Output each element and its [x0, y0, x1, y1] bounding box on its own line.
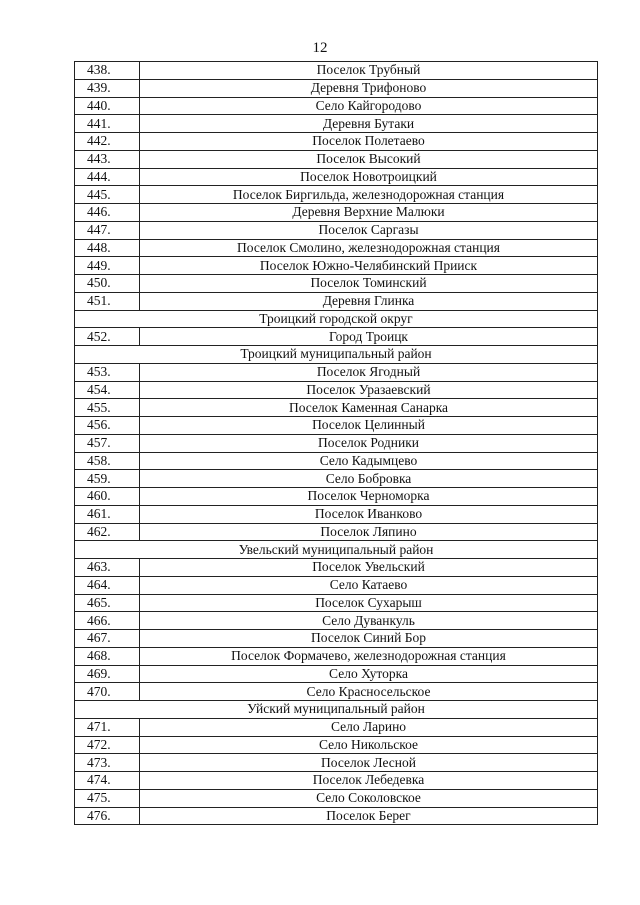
row-number: 469. [75, 665, 140, 683]
settlement-name: Поселок Новотроицкий [140, 168, 598, 186]
settlement-name: Деревня Глинка [140, 292, 598, 310]
row-number: 451. [75, 292, 140, 310]
settlement-name: Поселок Увельский [140, 559, 598, 577]
table-row [75, 789, 598, 807]
settlement-name: Село Кадымцево [140, 452, 598, 470]
table-row [75, 736, 598, 754]
page-number: 12 [312, 40, 328, 56]
table-row [75, 239, 598, 257]
settlement-name: Поселок Синий Бор [140, 630, 598, 648]
row-number: 458. [75, 452, 140, 470]
settlement-name: Село Кайгородово [140, 97, 598, 115]
section-row [75, 541, 598, 559]
table-row [75, 576, 598, 594]
settlement-name: Поселок Формачево, железнодорожная станция [140, 647, 598, 665]
settlement-name: Поселок Высокий [140, 150, 598, 168]
table-row [75, 559, 598, 577]
row-number: 450. [75, 275, 140, 293]
table-row [75, 665, 598, 683]
table-row [75, 647, 598, 665]
table-body [75, 62, 598, 825]
table-row [75, 807, 598, 825]
section-heading: Троицкий городской округ [75, 310, 598, 328]
settlement-name: Село Соколовское [140, 789, 598, 807]
settlement-name: Поселок Иванково [140, 505, 598, 523]
settlement-name: Село Бобровка [140, 470, 598, 488]
settlement-name: Село Дуванкуль [140, 612, 598, 630]
row-number: 474. [75, 772, 140, 790]
table-row [75, 62, 598, 80]
row-number: 454. [75, 381, 140, 399]
settlement-name: Поселок Родники [140, 434, 598, 452]
settlement-name: Село Никольское [140, 736, 598, 754]
table-row [75, 399, 598, 417]
settlement-name: Деревня Верхние Малюки [140, 204, 598, 222]
row-number: 444. [75, 168, 140, 186]
table-row [75, 683, 598, 701]
row-number: 456. [75, 417, 140, 435]
row-number: 468. [75, 647, 140, 665]
section-heading: Уйский муниципальный район [75, 701, 598, 719]
table-row [75, 363, 598, 381]
row-number: 446. [75, 204, 140, 222]
row-number: 476. [75, 807, 140, 825]
settlement-name: Поселок Уразаевский [140, 381, 598, 399]
table-row [75, 505, 598, 523]
table-row [75, 133, 598, 151]
settlement-name: Поселок Сухарыш [140, 594, 598, 612]
row-number: 445. [75, 186, 140, 204]
table-row [75, 452, 598, 470]
table-row [75, 470, 598, 488]
row-number: 460. [75, 488, 140, 506]
table-row [75, 754, 598, 772]
settlement-name: Поселок Саргазы [140, 221, 598, 239]
table-row [75, 718, 598, 736]
settlement-name: Поселок Южно-Челябинский Прииск [140, 257, 598, 275]
settlement-name: Поселок Трубный [140, 62, 598, 80]
row-number: 467. [75, 630, 140, 648]
row-number: 473. [75, 754, 140, 772]
settlement-name: Деревня Трифоново [140, 79, 598, 97]
row-number: 465. [75, 594, 140, 612]
table-row [75, 612, 598, 630]
settlement-name: Поселок Смолино, железнодорожная станция [140, 239, 598, 257]
section-heading: Увельский муниципальный район [75, 541, 598, 559]
row-number: 463. [75, 559, 140, 577]
settlement-name: Поселок Томинский [140, 275, 598, 293]
settlement-name: Село Красносельское [140, 683, 598, 701]
table-row [75, 186, 598, 204]
settlement-name: Поселок Черноморка [140, 488, 598, 506]
table-row [75, 630, 598, 648]
row-number: 447. [75, 221, 140, 239]
table-row [75, 292, 598, 310]
settlement-name: Поселок Берег [140, 807, 598, 825]
row-number: 472. [75, 736, 140, 754]
table-row [75, 772, 598, 790]
table-row [75, 275, 598, 293]
settlement-name: Поселок Полетаево [140, 133, 598, 151]
row-number: 442. [75, 133, 140, 151]
section-row [75, 701, 598, 719]
row-number: 462. [75, 523, 140, 541]
row-number: 455. [75, 399, 140, 417]
settlement-name: Город Троицк [140, 328, 598, 346]
row-number: 440. [75, 97, 140, 115]
settlements-table [74, 61, 598, 825]
table-row [75, 488, 598, 506]
row-number: 449. [75, 257, 140, 275]
row-number: 438. [75, 62, 140, 80]
row-number: 461. [75, 505, 140, 523]
row-number: 466. [75, 612, 140, 630]
settlement-name: Поселок Лебедевка [140, 772, 598, 790]
table-row [75, 594, 598, 612]
table-row [75, 434, 598, 452]
settlement-name: Поселок Биргильда, железнодорожная станция [140, 186, 598, 204]
settlement-name: Поселок Ляпино [140, 523, 598, 541]
table-row [75, 417, 598, 435]
settlement-name: Поселок Лесной [140, 754, 598, 772]
row-number: 439. [75, 79, 140, 97]
table-row [75, 328, 598, 346]
section-heading: Троицкий муниципальный район [75, 346, 598, 364]
row-number: 464. [75, 576, 140, 594]
row-number: 441. [75, 115, 140, 133]
settlement-name: Поселок Ягодный [140, 363, 598, 381]
table-row [75, 381, 598, 399]
table-row [75, 221, 598, 239]
table-row [75, 97, 598, 115]
settlement-name: Село Ларино [140, 718, 598, 736]
settlement-name: Деревня Бутаки [140, 115, 598, 133]
settlement-name: Поселок Каменная Санарка [140, 399, 598, 417]
section-row [75, 310, 598, 328]
table-row [75, 115, 598, 133]
table-row [75, 79, 598, 97]
table-row [75, 523, 598, 541]
table-row [75, 168, 598, 186]
row-number: 443. [75, 150, 140, 168]
section-row [75, 346, 598, 364]
table-row [75, 257, 598, 275]
row-number: 453. [75, 363, 140, 381]
settlement-name: Село Катаево [140, 576, 598, 594]
row-number: 470. [75, 683, 140, 701]
row-number: 471. [75, 718, 140, 736]
settlement-name: Село Хуторка [140, 665, 598, 683]
table-row [75, 204, 598, 222]
row-number: 459. [75, 470, 140, 488]
row-number: 475. [75, 789, 140, 807]
settlement-name: Поселок Целинный [140, 417, 598, 435]
row-number: 457. [75, 434, 140, 452]
table-row [75, 150, 598, 168]
row-number: 452. [75, 328, 140, 346]
row-number: 448. [75, 239, 140, 257]
